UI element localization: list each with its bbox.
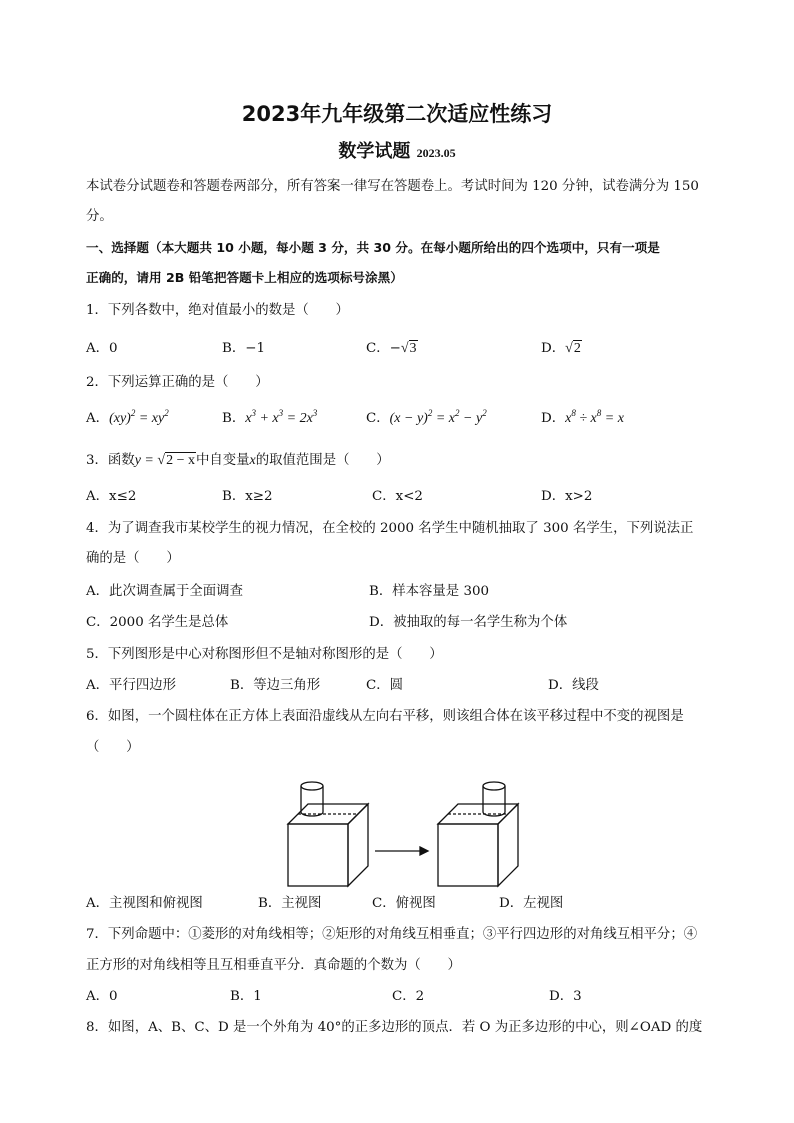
q2-option-a: A．$(xy)^2 = xy^2$ <box>86 408 169 426</box>
q6-stem-2: （ ） <box>86 740 140 755</box>
q6-option-b: B．主视图 <box>258 896 322 911</box>
page-title: 2023年九年级第二次适应性练习 <box>241 102 553 126</box>
q7-option-c: C．2 <box>392 989 425 1004</box>
cube-cylinder-figure <box>280 776 520 890</box>
q7-option-a: A．0 <box>86 989 118 1004</box>
q2-d-label: D． <box>541 411 566 426</box>
q3-stem-post: 中自变量 <box>195 453 250 468</box>
q3-option-b: B．x≥2 <box>222 489 273 504</box>
q1-option-d: D．√2 <box>541 341 581 356</box>
page-subtitle <box>0 137 794 163</box>
intro-line-2: 分。 <box>86 209 113 224</box>
q3-stem-var: x <box>249 453 256 468</box>
q1-option-a: A．0 <box>86 341 118 356</box>
arrow-icon <box>375 847 428 855</box>
q5-option-b: B．等边三角形 <box>230 678 321 693</box>
q1-stem: 1．下列各数中，绝对值最小的数是（ ） <box>86 303 349 318</box>
q3-stem-end: 的取值范围是（ ） <box>255 453 390 468</box>
q3-option-d: D．x>2 <box>541 489 593 504</box>
q3-stem-pre: 3．函数 <box>86 453 135 468</box>
q6-option-c: C．俯视图 <box>372 896 436 911</box>
q4-option-d: D．被抽取的每一名学生称为个体 <box>369 615 568 630</box>
q2-c-label: C． <box>366 411 390 426</box>
right-cube <box>438 804 518 886</box>
q7-option-d: D．3 <box>549 989 582 1004</box>
q8-stem: 8．如图，A、B、C、D 是一个外角为 40°的正多边形的顶点．若 O 为正多边形的中心，则∠OAD 的度 <box>86 1020 703 1035</box>
q1-d-radicand: 2 <box>573 341 581 356</box>
section-heading-1: 一、选择题（本大题共 10 小题，每小题 3 分，共 30 分。在每小题所给出的四个选项中，只有一项是 <box>86 240 660 255</box>
subtitle-text: 数学试题 <box>338 141 411 162</box>
q5-option-d: D．线段 <box>548 678 599 693</box>
q4-option-a: A．此次调查属于全面调查 <box>86 584 243 599</box>
q4-option-c: C．2000 名学生是总体 <box>86 615 229 630</box>
q2-option-b: B．$x^3 + x^3 = 2x^3$ <box>222 408 318 426</box>
q2-stem: 2．下列运算正确的是（ ） <box>86 375 269 390</box>
right-cylinder <box>483 782 505 816</box>
q1-option-b: B．−1 <box>222 341 265 356</box>
q1-c-radicand: 3 <box>409 341 417 356</box>
q5-option-a: A．平行四边形 <box>86 678 177 693</box>
section-heading-2: 正确的，请用 2B 铅笔把答题卡上相应的选项标号涂黑） <box>86 270 403 285</box>
q2-a-label: A． <box>86 411 110 426</box>
q4-option-b: B．样本容量是 300 <box>369 584 489 599</box>
q3-option-c: C．x<2 <box>372 489 423 504</box>
q3-option-a: A．x≤2 <box>86 489 137 504</box>
q4-stem-2: 确的是（ ） <box>86 551 180 566</box>
q1-option-c: C．−√3 <box>366 341 417 356</box>
exam-date: 2023.05 <box>416 146 456 160</box>
q5-option-c: C．圆 <box>366 678 404 693</box>
q6-option-d: D．左视图 <box>499 896 564 911</box>
q7-stem-1: 7．下列命题中：①菱形的对角线相等；②矩形的对角线互相垂直；③平行四边形的对角线互相平分；④ <box>86 927 698 942</box>
q2-option-c: C．$(x - y)^2 = x^2 - y^2$ <box>366 408 487 426</box>
q1-c-prefix: C．− <box>366 341 401 356</box>
q2-b-label: B． <box>222 411 246 426</box>
q7-stem-2: 正方形的对角线相等且互相垂直平分．真命题的个数为（ ） <box>86 958 461 973</box>
q4-stem-1: 4．为了调查我市某校学生的视力情况，在全校的 2000 名学生中随机抽取了 300 名学生，下列说法正 <box>86 521 694 536</box>
q6-stem-1: 6．如图，一个圆柱体在正方体上表面沿虚线从左向右平移，则该组合体在该平移过程中不变的视图是 <box>86 709 684 724</box>
left-cylinder <box>301 782 323 816</box>
q1-d-prefix: D． <box>541 341 566 356</box>
q3-stem: 3．函数y = √2 − x中自变量x的取值范围是（ ） <box>86 453 390 468</box>
intro-line-1: 本试卷分试题卷和答题卷两部分，所有答案一律写在答题卷上。考试时间为 120 分钟，试卷满分为 150 <box>86 179 699 194</box>
q7-option-b: B．1 <box>230 989 262 1004</box>
left-cube <box>288 804 368 886</box>
q2-option-d: D．$x^8 \div x^8 = x$ <box>541 408 624 426</box>
q6-option-a: A．主视图和俯视图 <box>86 896 203 911</box>
q5-stem: 5．下列图形是中心对称图形但不是轴对称图形的是（ ） <box>86 647 443 662</box>
